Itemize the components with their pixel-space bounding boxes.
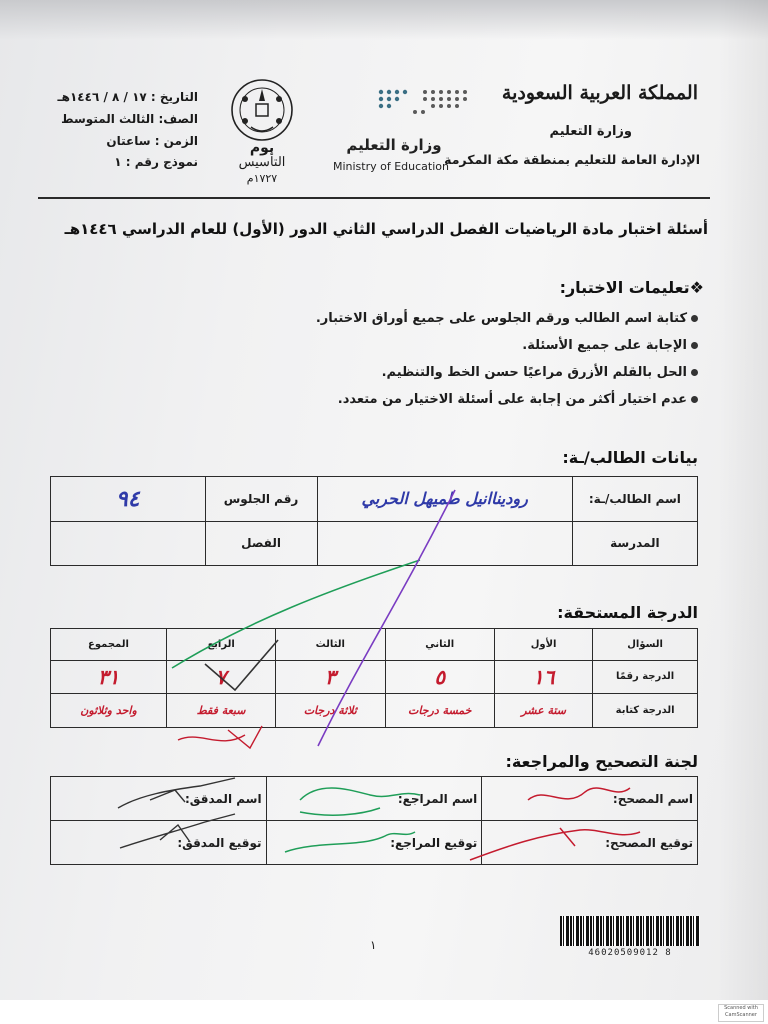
ministry-name: وزارة التعليم: [549, 124, 632, 139]
auditor-signature-cell[interactable]: توقيع المدقق:: [51, 821, 267, 865]
grade-header-q2: الثاني: [385, 629, 494, 661]
auditor-name-cell[interactable]: اسم المدقق:: [51, 777, 267, 821]
auditor-signature: [118, 778, 235, 808]
school-label: المدرسة: [572, 521, 697, 566]
student-data-title: بيانات الطالب/ـة:: [562, 448, 698, 467]
grade-word-cell[interactable]: سبعة فقط: [167, 693, 276, 727]
instructions-bullet-icon: ❖: [689, 278, 704, 297]
directorate-name: الإدارة العامة للتعليم بمنطقة مكة المكرمة: [444, 152, 700, 167]
grade-word-cell[interactable]: ستة عشر: [494, 693, 592, 727]
bottom-bar: [0, 1000, 768, 1024]
barcode-icon: [560, 916, 700, 946]
corrector-signature-2: [470, 828, 640, 860]
exam-date: التاريخ : ١٧ / ٨ / ١٤٤٦هـ: [57, 90, 198, 104]
grade-words-label: الدرجة كتابة: [593, 693, 698, 727]
instructions-title: ❖تعليمات الاختبار:: [559, 278, 704, 297]
grade-header-total: المجموع: [51, 629, 167, 661]
barcode-number: 46020509012 8: [588, 948, 672, 958]
grade-digits-label: الدرجة رقمًا: [593, 661, 698, 693]
instruction-item: الحل بالقلم الأزرق مراعيًا حسن الخط والتنظيم.: [382, 365, 698, 380]
reviewer-name-cell[interactable]: اسم المراجع:: [266, 777, 482, 821]
grade-digit-cell[interactable]: ٥: [385, 661, 494, 693]
grade-digit-cell[interactable]: ٧: [167, 661, 276, 693]
grade-word-cell[interactable]: ثلاثة درجات: [276, 693, 385, 727]
grades-title: الدرجة المستحقة:: [557, 603, 698, 622]
exam-grade: الصف: الثالث المتوسط: [61, 112, 198, 126]
founding-day-year: ١٧٢٧م: [246, 172, 278, 185]
reviewer-signature: [300, 788, 420, 815]
ministry-logo-ar: وزارة التعليم: [346, 136, 442, 154]
grade-word-cell[interactable]: خمسة درجات: [385, 693, 494, 727]
instruction-item: كتابة اسم الطالب ورقم الجلوس على جميع أوراق الاختبار.: [316, 311, 698, 326]
exam-title: أسئلة اختبار مادة الرياضيات الفصل الدراسي الثاني الدور (الأول) للعام الدراسي ١٤٤٦هـ: [64, 220, 708, 238]
founding-day-word-1: يوم: [249, 140, 275, 156]
kingdom-name: المملكة العربية السعودية: [501, 82, 698, 104]
grade-header-q1: الأول: [494, 629, 592, 661]
instruction-item: عدم اختيار أكثر من إجابة على أسئلة الاختيار من متعدد.: [338, 392, 698, 407]
seat-number-field[interactable]: ٩٤: [51, 477, 206, 522]
grade-digit-cell[interactable]: ٣: [276, 661, 385, 693]
instruction-item: الإجابة على جميع الأسئلة.: [522, 338, 698, 353]
grade-header-q3: الثالث: [276, 629, 385, 661]
student-name-field[interactable]: روديناانيل طميهل الحربي: [317, 477, 572, 522]
grade-digit-total[interactable]: ٣١: [51, 661, 167, 693]
grade-word-total[interactable]: واحد وثلاثون: [51, 693, 167, 727]
exam-duration: الزمن : ساعتان: [106, 134, 198, 148]
founding-day-word-2: التأسيس: [238, 155, 286, 170]
camscanner-badge: Scanned with CamScanner: [718, 1004, 764, 1022]
reviewer-signature-2: [285, 832, 415, 852]
corrector-name-cell[interactable]: اسم المصحح:: [482, 777, 698, 821]
exam-model: نموذج رقم : ١: [114, 155, 198, 169]
committee-title: لجنة التصحيح والمراجعة:: [505, 752, 698, 771]
purple-tick-stroke: [318, 490, 455, 746]
grade-header-q4: الرابع: [167, 629, 276, 661]
grade-header-question: السؤال: [593, 629, 698, 661]
corrector-signature-cell[interactable]: توقيع المصحح:: [482, 821, 698, 865]
corrector-signature: [528, 788, 630, 800]
auditor-signature-2: [120, 814, 235, 848]
red-scribble: [178, 726, 262, 748]
check-mark: [205, 640, 278, 690]
green-tick-stroke: [172, 560, 420, 668]
page-number: ١: [370, 938, 377, 952]
student-name-label: اسم الطالب/ـة:: [572, 477, 697, 522]
class-label: الفصل: [205, 521, 317, 566]
grade-digit-cell[interactable]: ١٦: [494, 661, 592, 693]
seat-number-label: رقم الجلوس: [205, 477, 317, 522]
ministry-logo-en: Ministry of Education: [332, 160, 449, 173]
reviewer-signature-cell[interactable]: توقيع المراجع:: [266, 821, 482, 865]
